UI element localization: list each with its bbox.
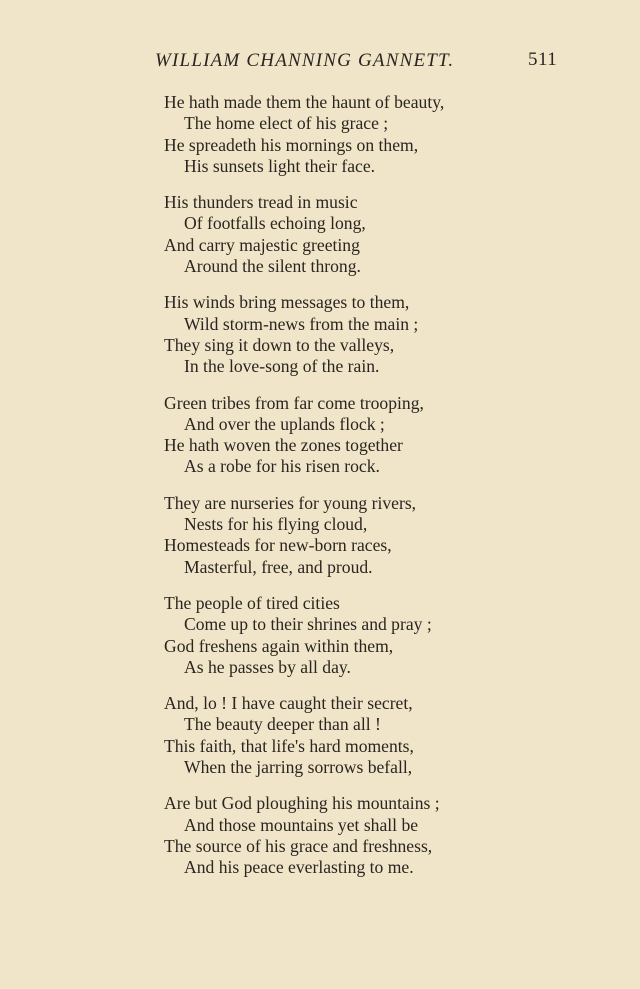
poem-line: They sing it down to the valleys,	[164, 334, 395, 355]
poem-line: And his peace everlasting to me.	[184, 857, 414, 878]
stanza	[164, 192, 544, 277]
poem-line: The home elect of his grace ;	[184, 113, 389, 134]
poem-line: He hath woven the zones together	[164, 435, 403, 456]
stanza	[164, 493, 544, 578]
stanza	[164, 793, 544, 878]
poem-line: This faith, that life's hard moments,	[164, 735, 414, 756]
poem-line: Homesteads for new-born races,	[164, 535, 392, 556]
poem-line: And, lo ! I have caught their secret,	[164, 693, 413, 714]
poem-line: The people of tired cities	[164, 592, 340, 613]
page-number: 511	[528, 49, 558, 70]
poem-line: Masterful, free, and proud.	[184, 556, 373, 577]
poem-line: As a robe for his risen rock.	[184, 456, 380, 477]
poem-line: His thunders tread in music	[164, 192, 358, 213]
poem-line: He hath made them the haunt of beauty,	[164, 92, 445, 112]
poem-line: Green tribes from far come trooping,	[164, 392, 424, 413]
stanza	[164, 593, 544, 678]
poem-line: And those mountains yet shall be	[184, 814, 419, 835]
poem-line: When the jarring sorrows befall,	[184, 757, 413, 778]
poem-line: Of footfalls echoing long,	[184, 213, 366, 234]
poem-line: His sunsets light their face.	[184, 155, 376, 176]
stanza	[164, 92, 544, 177]
poem-line: Come up to their shrines and pray ;	[184, 614, 432, 635]
poem-line: Are but God ploughing his mountains ;	[164, 793, 440, 814]
poem-line: They are nurseries for young rivers,	[164, 492, 417, 513]
poem-line: His winds bring messages to them,	[164, 292, 410, 313]
poem-line: Wild storm-news from the main ;	[184, 313, 419, 334]
poem-line: In the love-song of the rain.	[184, 356, 380, 377]
poem-line: As he passes by all day.	[184, 656, 351, 677]
stanza	[164, 693, 544, 778]
poem-line: Nests for his flying cloud,	[184, 514, 368, 535]
poem-line: God freshens again within them,	[164, 635, 394, 656]
poem-line: Around the silent throng.	[184, 256, 361, 277]
running-head-title: WILLIAM CHANNING GANNETT.	[155, 50, 455, 71]
poem	[164, 92, 544, 894]
poem-line: The source of his grace and freshness,	[164, 835, 433, 856]
poem-line: And carry majestic greeting	[164, 234, 360, 255]
poem-line: And over the uplands flock ;	[184, 413, 385, 434]
stanza	[164, 292, 544, 377]
poem-line: The beauty deeper than all !	[184, 714, 381, 735]
stanza	[164, 393, 544, 478]
poem-line: He spreadeth his mornings on them,	[164, 134, 419, 155]
